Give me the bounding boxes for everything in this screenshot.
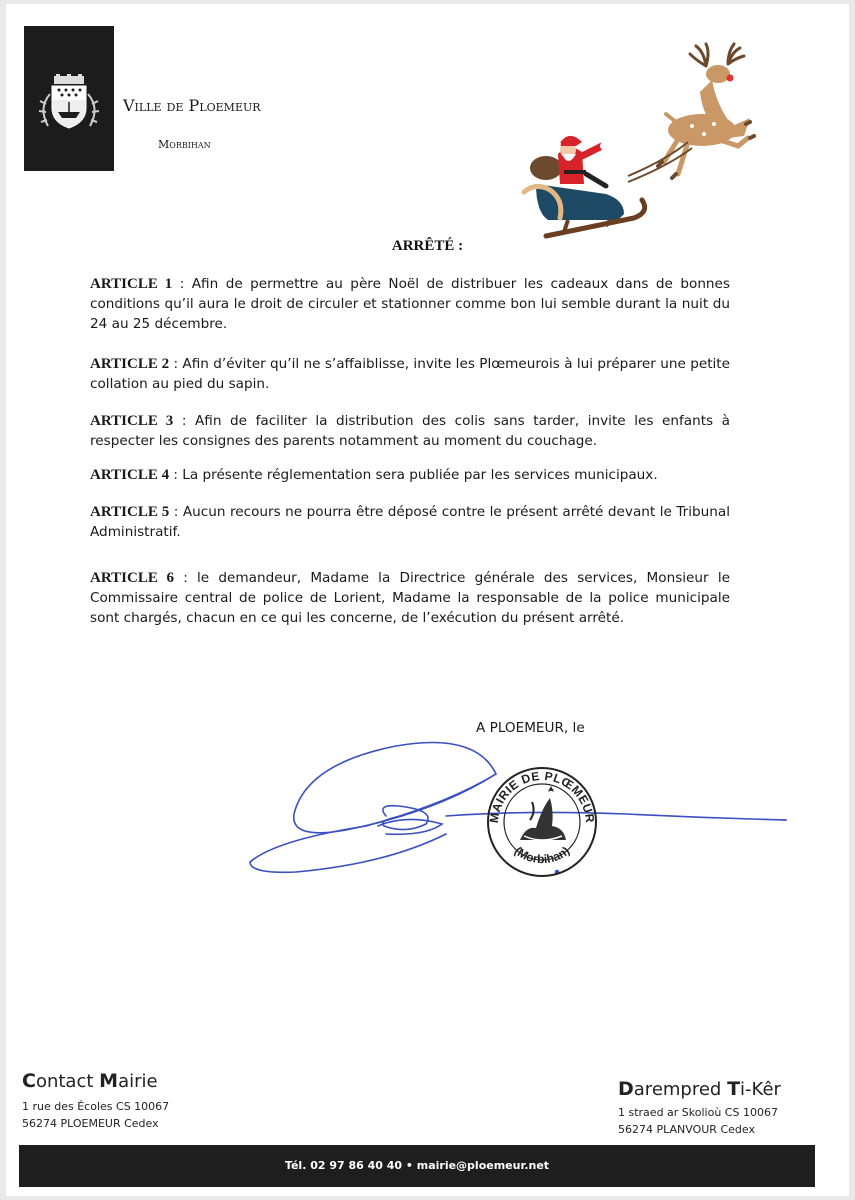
article-label: ARTICLE 4	[90, 467, 170, 483]
footer-right-title	[618, 1078, 781, 1100]
footer-right-address1: 1 straed ar Skolioù CS 10067	[618, 1106, 778, 1119]
footer-contact-line: Tél. 02 97 86 40 40 • mairie@ploemeur.net	[284, 1159, 550, 1172]
article-text: : Aucun recours ne pourra être déposé contre le présent arrêté devant le Tribunal Administratif.	[90, 504, 730, 540]
title-part: ontact	[35, 1071, 100, 1092]
stamp-bottom-text: (Morbihan)	[511, 843, 573, 867]
title-part: arempred	[633, 1079, 728, 1100]
article-label: ARTICLE 2	[90, 356, 170, 372]
article-label: ARTICLE 5	[90, 504, 170, 520]
article-label: ARTICLE 6	[90, 570, 174, 586]
signature-and-stamp	[6, 4, 849, 1196]
footer-left-title	[22, 1070, 158, 1092]
footer-bar	[19, 1145, 815, 1187]
mairie-stamp	[487, 768, 597, 876]
article-text: : Afin d’éviter qu’il ne s’affaiblisse, invite les Plœmeurois à lui préparer une petite collation au pied du sapin.	[90, 356, 730, 392]
footer-right-address2: 56274 PLANVOUR Cedex	[618, 1123, 755, 1136]
article-label: ARTICLE 1	[90, 276, 173, 292]
article-text: : le demandeur, Madame la Directrice générale des services, Monsieur le Commissaire central de police de Lorient, Madame la responsable de la police municipale sont chargés, chacun en ce qui les concerne, de l’exécution du présent arrêté.	[90, 570, 730, 626]
title-initial: D	[618, 1078, 634, 1100]
article-label: ARTICLE 3	[90, 413, 174, 429]
footer-left-address1: 1 rue des Écoles CS 10067	[22, 1100, 170, 1113]
article-text: : La présente réglementation sera publiée par les services municipaux.	[169, 467, 658, 483]
town-department: Morbihan	[158, 138, 211, 151]
title-initial: C	[22, 1070, 36, 1092]
stamp-top-text: MAIRIE DE PLŒMEUR	[486, 768, 598, 824]
town-name: Ville de Ploemeur	[123, 96, 261, 115]
title-initial: T	[727, 1078, 741, 1100]
title-part: i-Kêr	[740, 1079, 781, 1100]
title-part: airie	[118, 1071, 158, 1092]
svg-text:(Morbihan)	[512, 844, 573, 867]
footer-left-address2: 56274 PLOEMEUR Cedex	[22, 1117, 159, 1130]
article-text: : Afin de faciliter la distribution des colis sans tarder, invite les enfants à respecter les consignes des parents notamment au moment du couchage.	[90, 413, 730, 449]
place-date: A PLOEMEUR, le	[476, 720, 585, 736]
title-initial: M	[99, 1070, 119, 1092]
document-page	[6, 4, 849, 1196]
article-text: : Afin de permettre au père Noël de distribuer les cadeaux dans de bonnes conditions qu’il aura le droit de circuler et stationner comme bon lui semble durant la nuit du 24 au 25 décembre.	[90, 276, 730, 332]
document-title: ARRÊTÉ :	[391, 238, 464, 254]
